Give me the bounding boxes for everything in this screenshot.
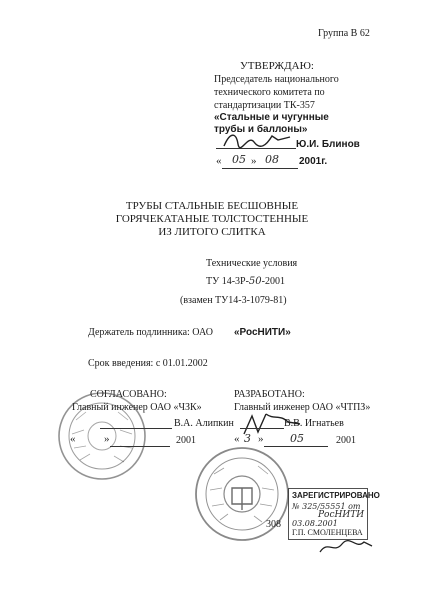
approval-heading: УТВЕРЖДАЮ: [240,60,314,72]
agreed-date-open: « [70,433,76,445]
approval-signer: Ю.И. Блинов [296,139,360,150]
approval-line-3: стандартизации ТК-357 [214,100,315,111]
intro-date: Срок введения: с 01.01.2002 [88,358,208,369]
specs-code-number: 50 [248,276,262,287]
stamp-line-1: ЗАРЕГИСТРИРОВАНО [292,491,380,500]
agreed-year: 2001 [176,435,196,446]
agreed-heading: СОГЛАСОВАНО: [90,389,167,400]
developed-role: Главный инженер ОАО «ЧТПЗ» [234,402,371,413]
specs-code-prefix: ТУ 14-3Р- [206,276,249,287]
approval-date-year: 2001г. [299,156,328,167]
approval-date-day: 05 [232,153,246,166]
approval-date-mid: » [251,155,257,167]
approval-line-1: Председатель национального [214,74,339,85]
group-label: Группа В 62 [318,28,370,39]
specs-code [206,276,285,287]
stamp-line-3: РосНИТИ [318,510,365,520]
stamp-line-2: № 325/55551 от [292,502,361,511]
approval-line-2: технического комитета по [214,87,325,98]
developed-date-day: 3 [244,432,251,445]
developed-signature-line [240,428,284,429]
agreed-date-close: » [104,433,110,445]
developed-date-close: » [258,433,264,445]
round-seal-left [56,390,148,482]
title-line-3: ИЗ ЛИТОГО СЛИТКА [158,226,266,238]
agreed-name: В.А. Алипкин [174,418,234,429]
stamp-signature [316,536,376,558]
approval-date-line [222,168,298,169]
developed-name: В.В. Игнатьев [284,418,344,429]
specs-code-suffix: -2001 [261,276,285,287]
stamp-line-5: Г.П. СМОЛЕНЦЕВА [292,528,363,537]
holder-org: «РосНИТИ» [234,327,291,338]
approval-signature [220,128,300,152]
developed-heading: РАЗРАБОТАНО: [234,389,305,400]
approval-date-month: 08 [265,153,279,166]
holder-label: Держатель подлинника: ОАО [88,327,213,338]
committee-line-2: трубы и баллоны» [214,124,308,135]
developed-year: 2001 [336,435,356,446]
title-line-1: ТРУБЫ СТАЛЬНЫЕ БЕСШОВНЫЕ [125,200,299,212]
title-line-2: ГОРЯЧЕКАТАНЫЕ ТОЛСТОСТЕННЫЕ [115,213,309,225]
specs-label: Технические условия [206,258,298,269]
page-number: 308 [266,519,281,530]
specs-replaces: (взамен ТУ14-3-1079-81) [180,295,287,306]
approval-date-open: « [216,155,222,167]
committee-line-1: «Стальные и чугунные [214,112,329,123]
developed-date-open: « [234,433,240,445]
agreed-role: Главный инженер ОАО «ЧЗК» [72,402,202,413]
stamp-line-4: 03.08.2001 [292,519,338,528]
developed-date-month: 05 [290,432,304,445]
